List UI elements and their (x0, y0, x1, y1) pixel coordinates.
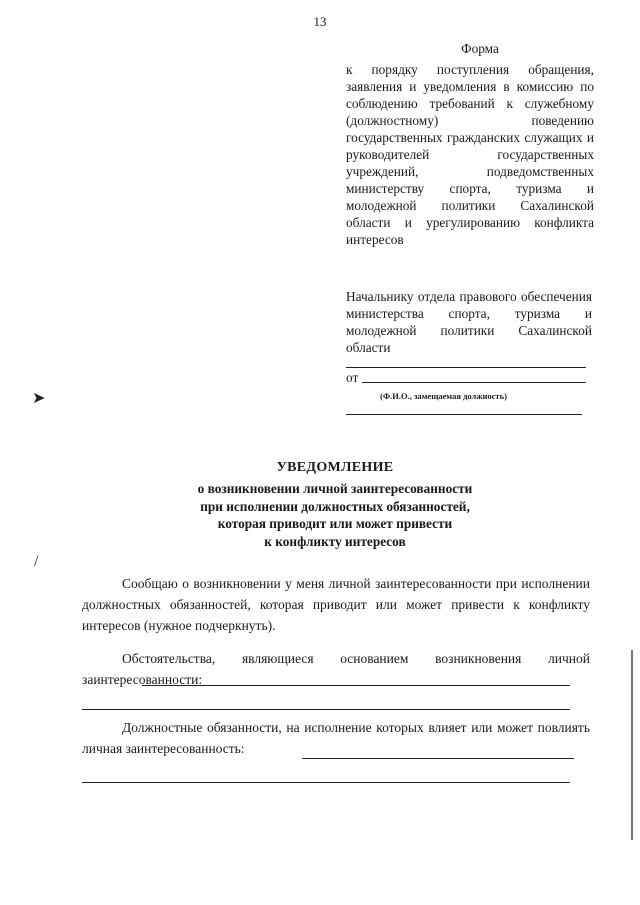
circumstances-line-2[interactable] (82, 709, 570, 710)
addressee-line (346, 367, 586, 368)
paragraph-duties: Должностные обязанности, на исполнение которых влияет или может повлиять личная заинтересованность: (82, 720, 590, 756)
circumstances-line-1[interactable] (142, 685, 570, 686)
duties-line-2[interactable] (82, 782, 570, 783)
margin-mark: / (34, 553, 39, 570)
duties-line-1[interactable] (302, 758, 574, 759)
scan-edge (631, 650, 633, 840)
subtitle-line: которая приводит или может привести (217, 516, 453, 531)
subtitle-line: к конфликту интересов (264, 533, 406, 549)
from-label: от (346, 370, 359, 385)
addressee-block: Начальнику отдела правового обеспечения министерства спорта, туризма и молодежной политики Сахалинской области (346, 289, 592, 355)
paragraph-notice-statement: Сообщаю о возникновении у меня личной заинтересованности при исполнении должностных обязанностей, которая приводит или может привести к конфликту интересов (нужное подчеркнуть). (82, 576, 590, 633)
fio-caption: (Ф.И.О., замещаемая должность) (380, 391, 507, 401)
subtitle-line: при исполнении должностных обязанностей, (200, 498, 470, 514)
form-caption: к порядку поступления обращения, заявления и уведомления в комиссию по соблюдению требований к служебному (должностному) поведению государственных гражданских служащих и руководителей государственных учреждений, подведомственных министерству спорта, туризма и молодежной политики Сахалинской области и урегулированию конфликта интересов (346, 62, 594, 247)
form-title: Форма (461, 41, 499, 56)
page-number: 13 (313, 14, 327, 29)
notice-title: УВЕДОМЛЕНИЕ (276, 460, 394, 475)
notice-subtitle (140, 480, 530, 550)
margin-mark: ➤ (32, 390, 46, 407)
position-line (346, 414, 582, 415)
from-name-line (362, 382, 586, 383)
subtitle-line: о возникновении личной заинтересованности (197, 481, 473, 496)
paragraph-circumstances: Обстоятельства, являющиеся основанием возникновения личной заинтересованности: (82, 651, 590, 687)
form-header-block (346, 40, 594, 248)
